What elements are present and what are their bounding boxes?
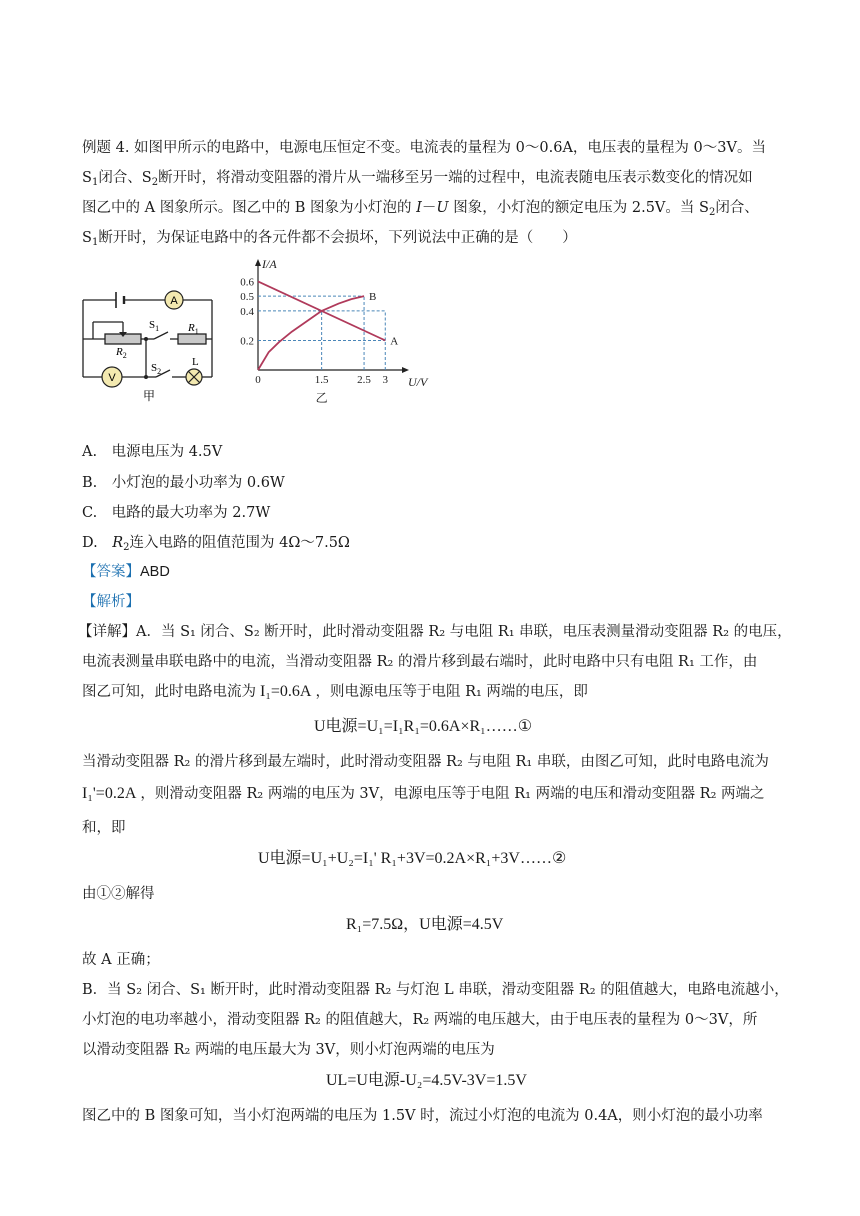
iu-chart <box>234 252 428 407</box>
detail-p10: 小灯泡的电功率越小，滑动变阻器 R₂ 的阻值越大，R₂ 两端的电压越大，由于电压表的量程为 0～3V，所 <box>82 1012 758 1028</box>
ammeter-label: A <box>170 295 178 307</box>
option-c: C. 电路的最大功率为 2.7W <box>82 505 271 521</box>
detail-p11: 以滑动变阻器 R₂ 两端的电压最大为 3V，则小灯泡两端的电压为 <box>82 1042 495 1058</box>
equation-4: UL=U电源-U₂=4.5V-3V=1.5V <box>326 1072 527 1089</box>
equation-3: R₁=7.5Ω，U电源=4.5V <box>346 916 504 933</box>
equation-2: U电源=U₁+U₂=I₁' R₁+3V=0.2A×R₁+3V……② <box>258 850 567 867</box>
problem-line-3: 图乙中的 A 图象所示。图乙中的 B 图象为小灯泡的 I－U 图象，小灯泡的额定电压为 2.5V。当 $S_2$闭合、 <box>82 200 759 218</box>
r1-label: $R_1$ <box>188 322 199 336</box>
x-tick-label: 3 <box>382 374 389 386</box>
y-axis-arrow <box>255 259 261 266</box>
x-tick-label: 1.5 <box>314 374 329 386</box>
y-tick-label: 0.2 <box>240 335 254 348</box>
equation-1: U电源=U₁=I₁R₁=0.6A×R₁……① <box>314 718 533 735</box>
circuit-diagram <box>78 282 238 412</box>
detail-p9: B．当 S₂ 闭合、S₁ 断开时，此时滑动变阻器 R₂ 与灯泡 L 串联，滑动变阻器 R₂ 的阻值越大，电路电流越小， <box>82 982 789 998</box>
answer-tag: 【答案】 <box>82 564 140 580</box>
detail-p3: 图乙可知，此时电路电流为 I₁=0.6A ，则电源电压等于电阻 R₁ 两端的电压，即 <box>82 683 588 700</box>
x-axis-arrow <box>402 367 409 373</box>
y-tick-label: 0.4 <box>240 305 254 318</box>
problem-line-2: $S_1$闭合、$S_2$断开时，将滑动变阻器的滑片从一端移至另一端的过程中，电流表随电压表示数变化的情况如 <box>82 170 753 188</box>
series-label-A: A <box>390 335 399 348</box>
s1-label: $S_1$ <box>149 319 160 333</box>
y-tick-label: 0.6 <box>240 276 254 289</box>
detail-p1: 【详解】A．当 S₁ 闭合、S₂ 断开时，此时滑动变阻器 R₂ 与电阻 R₁ 串联，电压表测量滑动变阻器 R₂ 的电压， <box>78 624 792 640</box>
option-b: B. 小灯泡的最小功率为 0.6W <box>82 475 285 491</box>
r2-label: $R_2$ <box>116 346 127 360</box>
detail-p4: 当滑动变阻器 R₂ 的滑片移到最左端时，此时滑动变阻器 R₂ 与电阻 R₁ 串联，由图乙可知，此时电路电流为 <box>82 754 769 770</box>
detail-p12: 图乙中的 B 图象可知，当小灯泡两端的电压为 1.5V 时，流过小灯泡的电流为 0.4A，则小灯泡的最小功率 <box>82 1108 763 1124</box>
detail-p8: 故 A 正确； <box>82 952 160 968</box>
x-axis-label: U/V <box>408 375 428 389</box>
answer-line <box>82 562 170 582</box>
detail-p6: 和，即 <box>82 820 126 836</box>
y-tick-label: 0.5 <box>240 291 254 304</box>
series-label-B: B <box>369 291 377 304</box>
detail-p7: 由①②解得 <box>82 886 155 902</box>
y-axis-label: I/A <box>262 257 277 271</box>
chart-caption: 乙 <box>315 391 328 405</box>
answer-value: ABD <box>140 564 170 580</box>
option-d: D. $R_2$连入电路的阻值范围为 4Ω～7.5Ω <box>82 535 350 553</box>
lamp-label: L <box>192 356 199 368</box>
detail-p2: 电流表测量串联电路中的电流，当滑动变阻器 R₂ 的滑片移到最右端时，此时电路中只有电阻 R₁ 工作，由 <box>82 654 758 670</box>
x-tick-label: 0 <box>255 374 261 386</box>
problem-line-4: $S_1$断开时，为保证电路中的各元件都不会损坏，下列说法中正确的是（ ） <box>82 230 577 248</box>
x-tick-label: 2.5 <box>357 374 371 386</box>
detail-p5: I₁'=0.2A ，则滑动变阻器 R₂ 两端的电压为 3V，电源电压等于电阻 R₁ 两端的电压和滑动变阻器 R₂ 两端之 <box>82 785 765 802</box>
voltmeter-label: V <box>108 372 116 384</box>
s2-label: $S_2$ <box>151 362 162 376</box>
option-a: A. 电源电压为 4.5V <box>82 444 223 460</box>
analysis-tag: 【解析】 <box>82 594 140 610</box>
problem-line-1: 例题 4. 如图甲所示的电路中，电源电压恒定不变。电流表的量程为 0～0.6A，电压表的量程为 0～3V。当 <box>82 140 766 156</box>
circuit-caption: 甲 <box>143 389 156 403</box>
series-line-B <box>258 296 364 370</box>
